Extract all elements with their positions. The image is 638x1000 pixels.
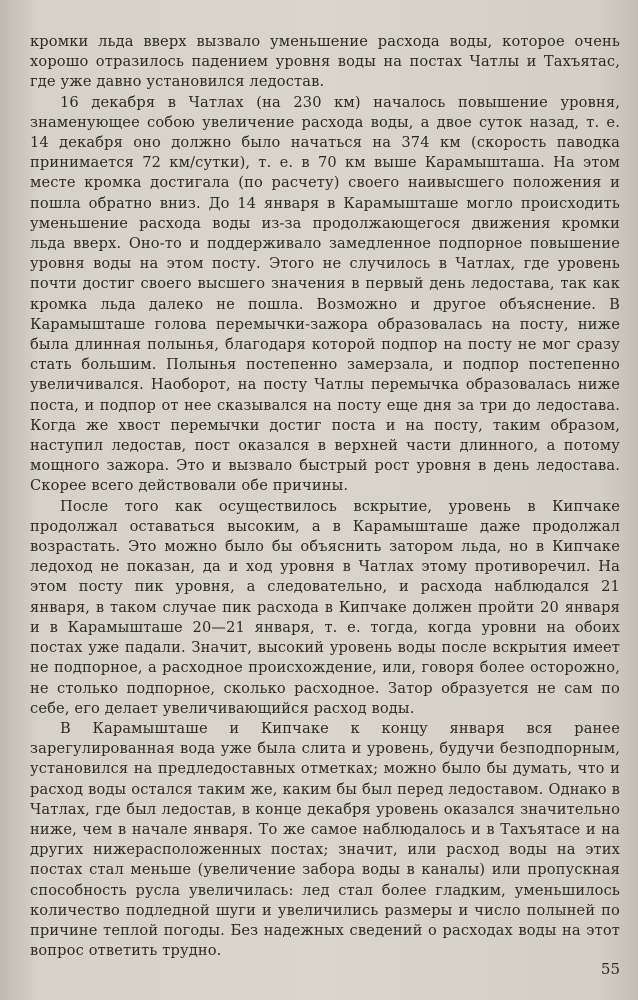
body-text	[30, 32, 620, 961]
paragraph-2: 16 декабря в Чатлах (на 230 км) началось повышение уровня, знаменующее собою увеличение расхода воды, а двое суток назад, т. е. 14 декабря оно должно было начаться на 374 км (скорость паводка принимается 72 км/сутки), т. е. в 70 км выше Карамышташа. На этом месте кромка достигала (по расчету) своего наивысшего положения и пошла обратно вниз. До 14 января в Карамышташе могло происходить уменьшение расхода воды из-за продолжающегося движения кромки льда вверх. Оно-то и поддерживало замедленное подпорное повышение уровня воды на этом посту. Этого не случилось в Чатлах, где уровень почти достиг своего высшего значения в первый день ледостава, так как кромка льда далеко не пошла. Возможно и другое объяснение. В Карамышташе голова перемычки-зажора образовалась на посту, ниже была длинная полынья, благодаря которой подпор на посту не мог сразу стать большим. Полынья постепенно замерзала, и подпор постепенно увеличивался. Наоборот, на посту Чатлы перемычка образовалась ниже поста, и подпор от нее сказывался на посту еще дня за три до ледостава. Когда же хвост перемычки достиг поста и на посту, таким образом, наступил ледостав, пост оказался в верхней части длинного, а потому мощного зажора. Это и вызвало быстрый рост уровня в день ледостава. Скорее всего действовали обе причины.	[30, 93, 620, 495]
paragraph-4: В Карамышташе и Кипчаке к концу января вся ранее зарегулированная вода уже была слита и уровень, будучи безподпорным, установился на предледоставных отметках; можно было бы думать, что и расход воды остался таким же, каким бы был перед ледоставом. Однако в Чатлах, где был ледостав, в конце декабря уровень оказался значительно ниже, чем в начале января. То же самое наблюдалось и в Тахъятасе и на других нижерасположенных постах; значит, или расход воды на этих постах стал меньше (увеличение забора воды в каналы) или пропускная способность русла увеличилась: лед стал более гладким, уменьшилось количество подледной шуги и увеличились размеры и число полыней по причине теплой погоды. Без надежных сведений о расходах воды на этот вопрос ответить трудно.	[30, 719, 620, 960]
paragraph-3: После того как осуществилось вскрытие, уровень в Кипчаке продолжал оставаться высоким, а в Карамышташе даже продолжал возрастать. Это можно было бы объяснить затором льда, но в Кипчаке ледоход не показан, да и ход уровня в Чатлах этому противоречил. На этом посту пик уровня, а следовательно, и расхода наблюдался 21 января, в таком случае пик расхода в Кипчаке должен пройти 20 января и в Карамышташе 20—21 января, т. е. тогда, когда уровни на обоих постах уже падали. Значит, высокий уровень воды после вскрытия имеет не подпорное, а расходное происхождение, или, говоря более осторожно, не столько подпорное, сколько расходное. Затор образуется не сам по себе, его делает увеличивающийся расход воды.	[30, 497, 620, 717]
paragraph-1: кромки льда вверх вызвало уменьшение расхода воды, которое очень хорошо отразилось падением уровня воды на постах Чатлы и Тахъятас, где уже давно установился ледостав.	[30, 33, 620, 91]
page-number: 55	[600, 960, 620, 978]
